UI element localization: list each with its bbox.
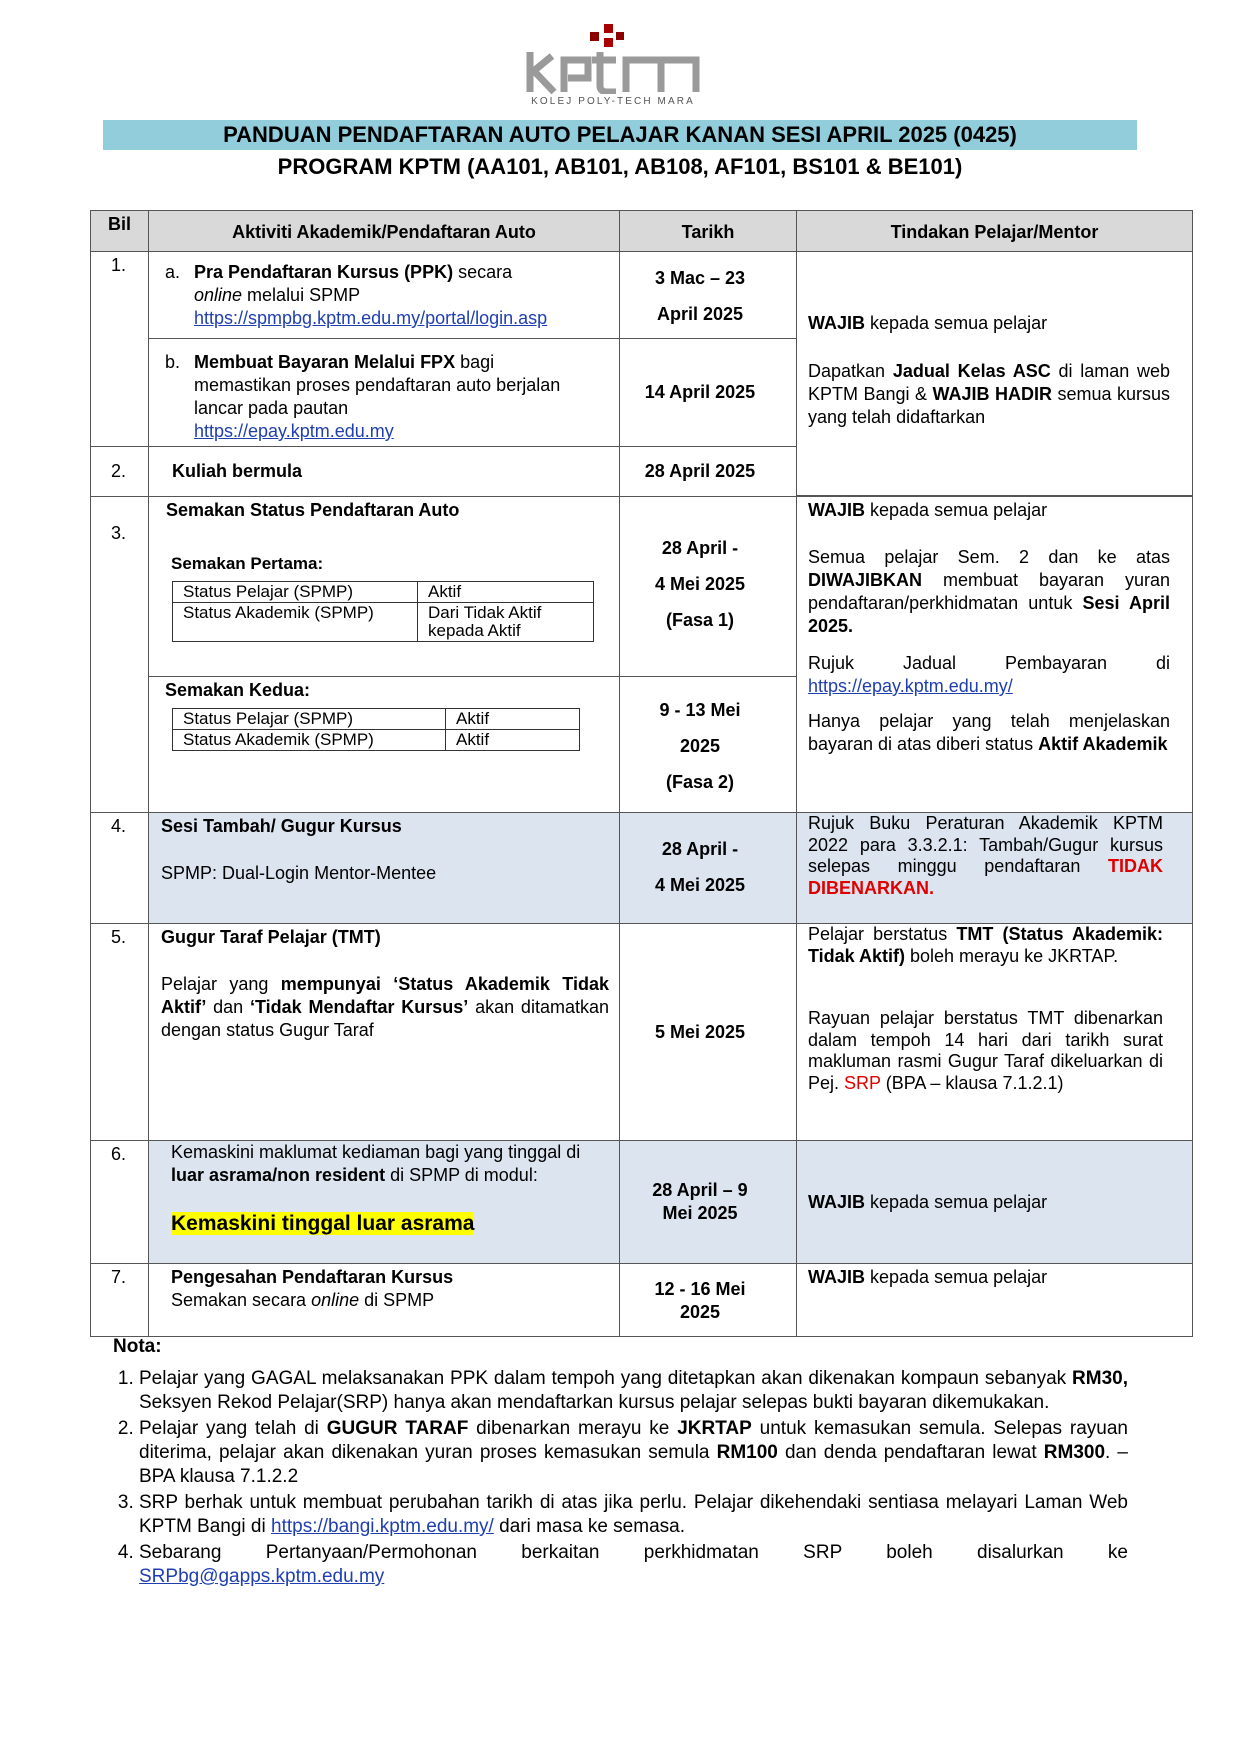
note2-b3: RM100 — [716, 1442, 778, 1463]
row4-activity-cell — [148, 812, 620, 924]
row2-activity-cell — [148, 446, 620, 497]
row4-date-l1: 28 April - — [661, 839, 739, 859]
row3-bil: 3. — [111, 523, 127, 543]
row3-bil-cell — [90, 496, 149, 813]
row1-action-cell — [796, 251, 1193, 496]
first-check-value: Aktif — [418, 582, 594, 603]
row5-action-b1: TMT (Status Akademik: Tidak Aktif) — [808, 924, 1163, 966]
note-item — [139, 1541, 1128, 1589]
header-date: Tarikh — [681, 222, 735, 242]
kptm-logo-mark — [520, 24, 706, 94]
row2-date-cell — [619, 446, 797, 497]
row2-date: 28 April 2025 — [644, 461, 756, 481]
row4-bil: 4. — [111, 816, 127, 836]
row4-action-cell — [796, 812, 1193, 924]
row4-date-cell — [619, 812, 797, 924]
row1-action2 — [808, 360, 1170, 429]
row1a-activity-cell — [148, 251, 620, 339]
row4-date-l2: 4 Mei 2025 — [654, 875, 746, 895]
row1b-activity-cell — [148, 338, 620, 447]
srp-email-link[interactable]: SRPbg@gapps.kptm.edu.my — [139, 1566, 385, 1587]
row3-action-cell — [796, 496, 1193, 813]
row3-action1 — [808, 499, 1168, 522]
first-check-key: Status Pelajar (SPMP) — [173, 582, 418, 603]
row7-action-bold: WAJIB — [808, 1267, 866, 1287]
row3-second-label: Semakan Kedua: — [165, 680, 311, 700]
row6-date-cell — [619, 1140, 797, 1264]
row7-activity-bold: Pengesahan Pendaftaran Kursus — [171, 1267, 454, 1287]
epay-link[interactable]: https://epay.kptm.edu.my — [194, 421, 394, 441]
row7-date-l2: 2025 — [679, 1302, 721, 1322]
row1b-marker: b. — [165, 352, 181, 372]
row2-bil: 2. — [111, 461, 127, 481]
row5-activity-text — [161, 973, 609, 1042]
row3-date2 — [620, 692, 780, 800]
row5-activity-t1: Pelajar yang — [161, 974, 281, 994]
row4-activity-text: SPMP: Dual-Login Mentor-Mentee — [161, 863, 437, 883]
row7-activity-cell — [148, 1263, 620, 1337]
row3-action2 — [808, 546, 1170, 638]
row6-activity-cell — [148, 1140, 620, 1264]
row7-activity-italic: online — [311, 1290, 360, 1310]
row5-action2-red: SRP — [844, 1072, 881, 1093]
note2-t2: dibenarkan merayu ke — [468, 1418, 678, 1439]
row4-action-red: TIDAK DIBENARKAN. — [808, 856, 1163, 898]
second-check-value: Aktif — [446, 709, 580, 730]
row3-date1-l2: 4 Mei 2025 — [654, 574, 746, 594]
row1-action2-t2: di laman web KPTM Bangi & — [808, 361, 1170, 404]
row5-action2 — [808, 1008, 1163, 1094]
note-item — [139, 1491, 1128, 1539]
row1a-date-l2: April 2025 — [656, 304, 744, 324]
row4-date — [620, 831, 780, 903]
row7-date-l1: 12 - 16 Mei — [654, 1279, 746, 1299]
row3-activity-cell-2 — [148, 676, 620, 813]
kptm-bangi-link[interactable]: https://bangi.kptm.edu.my/ — [271, 1516, 494, 1537]
row5-action-t2: boleh merayu ke JKRTAP. — [905, 945, 1119, 966]
row7-action — [808, 1266, 1168, 1289]
note2-t5: . – BPA klausa 7.1.2.2 — [139, 1442, 1128, 1487]
row5-activity-cell — [148, 923, 620, 1141]
row2-bil-cell — [90, 446, 149, 497]
row4-activity-bold: Sesi Tambah/ Gugur Kursus — [161, 816, 402, 836]
row2-activity: Kuliah bermula — [172, 461, 303, 481]
row1a-date — [620, 260, 780, 332]
row6-date-l2: Mei 2025 — [662, 1203, 738, 1223]
row7-activity-t2: di SPMP — [359, 1290, 435, 1310]
note1-t2: Seksyen Rekod Pelajar(SRP) hanya akan mendaftarkan kursus pelajar selepas bukti bayaran dikemukakan. — [139, 1392, 1050, 1413]
row5-action2-t2: (BPA – klausa 7.1.2.1) — [880, 1072, 1064, 1093]
header-action: Tindakan Pelajar/Mentor — [890, 222, 1099, 242]
row6-date — [620, 1179, 780, 1225]
row5-activity-b2: ‘Tidak Mendaftar Kursus’ — [249, 997, 469, 1017]
header-cell-action — [796, 210, 1193, 252]
row3-date1-l1: 28 April - — [661, 538, 739, 558]
note4-t1: 4. Sebarang Pertanyaan/Permohonan berkaitan perkhidmatan SRP boleh disalurkan ke — [139, 1542, 1128, 1563]
row6-activity-text — [171, 1141, 601, 1187]
row1-bil: 1. — [111, 255, 127, 275]
row6-date-l1: 28 April – 9 — [652, 1180, 748, 1200]
row1-action-text: kepada semua pelajar — [865, 313, 1048, 333]
row5-action-cell — [796, 923, 1193, 1141]
row3-date1 — [620, 530, 780, 638]
row1-action2-t1: Dapatkan — [808, 361, 893, 381]
header-bil: Bil — [107, 214, 131, 234]
row3-action3: Rujuk Jadual Pembayaran di — [808, 653, 1170, 673]
row3-first-label: Semakan Pertama: — [171, 554, 324, 573]
note2-t4: dan denda pendaftaran lewat — [777, 1442, 1044, 1463]
notes-list — [113, 1367, 1128, 1589]
row5-date: 5 Mei 2025 — [654, 1022, 746, 1042]
row3-action4-t1: Hanya pelajar yang telah menjelaskan bayaran di atas diberi status — [808, 711, 1170, 754]
note-item — [139, 1417, 1128, 1489]
row6-activity-t1: Kemaskini maklumat kediaman bagi yang tinggal di — [171, 1142, 581, 1162]
first-check-row — [173, 582, 594, 603]
row1-action2-t3: semua kursus yang telah didaftarkan — [808, 384, 1171, 427]
row3-action-bold: WAJIB — [808, 500, 866, 520]
row4-bil-cell — [90, 812, 149, 924]
header-cell-date — [619, 210, 797, 252]
document-subtitle: PROGRAM KPTM (AA101, AB101, AB108, AF101, BS101 & BE101) — [277, 154, 963, 179]
row6-bil: 6. — [111, 1144, 127, 1164]
header-activity: Aktiviti Akademik/Pendaftaran Auto — [232, 222, 536, 242]
row3-action-text: kepada semua pelajar — [865, 500, 1048, 520]
row1b-date-cell — [619, 338, 797, 447]
note2-b1: GUGUR TARAF — [326, 1418, 469, 1439]
second-check-key: Status Pelajar (SPMP) — [173, 709, 446, 730]
row1a-activity-text — [194, 261, 614, 330]
row6-action-text: kepada semua pelajar — [865, 1192, 1048, 1212]
row1-action2-b2: WAJIB HADIR — [932, 384, 1052, 404]
row7-bil: 7. — [111, 1267, 127, 1287]
note2-t3: untuk kemasukan semula. Selepas rayuan diterima, pelajar akan dikenakan yuran proses kemasukan semula — [139, 1418, 1129, 1463]
note-item — [139, 1367, 1128, 1415]
row7-activity-t1: Semakan secara — [171, 1290, 312, 1310]
row3-action2-b2: Sesi April 2025. — [808, 593, 1170, 636]
note1-t1: Pelajar yang GAGAL melaksanakan PPK dalam tempoh yang ditetapkan akan dikenakan kompaun sebanyak — [139, 1368, 1073, 1389]
row4-action-text: Rujuk Buku Peraturan Akademik KPTM 2022 para 3.3.2.1: Tambah/Gugur kursus selepas minggu pendaftaran — [808, 813, 1163, 876]
row1-action2-b1: Jadual Kelas ASC — [892, 361, 1051, 381]
row6-highlight-wrap — [171, 1212, 474, 1236]
second-check-row — [173, 709, 580, 730]
second-check-table — [172, 708, 580, 751]
row5-activity-b1: mempunyai ‘Status Akademik Tidak Aktif’ — [161, 974, 609, 1017]
row6-highlight: Kemaskini tinggal luar asrama — [171, 1212, 475, 1235]
row3-action2-t1: Semua pelajar Sem. 2 dan ke atas — [808, 547, 1170, 567]
row6-action-cell — [796, 1140, 1193, 1264]
row1-bil-cell — [90, 251, 149, 447]
logo-subtitle: KOLEJ POLY-TECH MARA — [531, 96, 695, 107]
row7-activity — [171, 1266, 601, 1312]
second-check-value: Aktif — [446, 730, 580, 751]
row3-date-cell-1 — [619, 496, 797, 677]
row5-activity-bold: Gugur Taraf Pelajar (TMT) — [161, 927, 381, 947]
row3-action4-b1: Aktif Akademik — [1038, 734, 1168, 754]
note3-t1: SRP berhak untuk membuat perubahan tarikh di atas jika perlu. Pelajar dikehendaki sentiasa melayari Laman Web KPTM Bangi di — [139, 1492, 1128, 1537]
first-check-value: Dari Tidak Aktif kepada Aktif — [418, 603, 594, 642]
row3-date1-l3: (Fasa 1) — [665, 610, 735, 630]
row1-action-bold: WAJIB — [808, 313, 866, 333]
row5-action-t1: Pelajar berstatus — [808, 924, 957, 944]
row1a-date-cell — [619, 251, 797, 339]
row1-action1 — [808, 312, 1168, 335]
row7-action-cell — [796, 1263, 1193, 1337]
row6-action-bold: WAJIB — [808, 1192, 866, 1212]
row3-date2-l3: (Fasa 2) — [665, 772, 735, 792]
row3-activity-cell-1 — [148, 496, 620, 677]
notes-title: Nota: — [113, 1336, 162, 1357]
epay-schedule-link[interactable]: https://epay.kptm.edu.my/ — [808, 676, 1013, 696]
row1a-marker: a. — [165, 262, 181, 282]
row1a-italic: online — [194, 285, 243, 305]
row6-bil-cell — [90, 1140, 149, 1264]
note1-b1: RM30, — [1072, 1368, 1128, 1389]
row3-date-cell-2 — [619, 676, 797, 813]
row5-date-cell — [619, 923, 797, 1141]
row3-date2-l1: 9 - 13 Mei — [659, 700, 741, 720]
notes-section — [113, 1335, 1128, 1591]
kptm-logo — [520, 24, 706, 110]
row7-bil-cell — [90, 1263, 149, 1337]
row7-date — [620, 1278, 780, 1324]
second-check-row — [173, 730, 580, 751]
row1b-text1: bagi memastikan proses pendaftaran auto berjalan lancar pada pautan — [194, 352, 561, 418]
row3-action2-b1: DIWAJIBKAN — [808, 570, 923, 590]
row3-date2-l2: 2025 — [679, 736, 721, 756]
row6-activity-t2: di SPMP di modul: — [385, 1165, 538, 1185]
row5-bil-cell — [90, 923, 149, 1141]
row3-title: Semakan Status Pendaftaran Auto — [166, 500, 460, 520]
header-cell-activity — [148, 210, 620, 252]
row6-activity-b1: luar asrama/non resident — [171, 1165, 386, 1185]
row1b-bold: Membuat Bayaran Melalui FPX — [194, 352, 456, 372]
row5-bil: 5. — [111, 927, 127, 947]
row5-action1 — [808, 924, 1163, 967]
first-check-row — [173, 603, 594, 642]
row1b-activity-text — [194, 351, 574, 443]
spmp-login-link[interactable]: https://spmpbg.kptm.edu.my/portal/login.asp — [194, 308, 548, 328]
header-cell-bil — [90, 210, 149, 252]
row5-activity-t2: dan — [206, 997, 250, 1017]
row1a-date-l1: 3 Mac – 23 — [654, 268, 746, 288]
row7-date-cell — [619, 1263, 797, 1337]
note2-b4: RM300 — [1043, 1442, 1106, 1463]
row1b-date: 14 April 2025 — [644, 382, 756, 402]
row1a-text2: melalui SPMP — [242, 285, 361, 305]
row7-action-text: kepada semua pelajar — [865, 1267, 1048, 1287]
second-check-key: Status Akademik (SPMP) — [173, 730, 446, 751]
row3-action4 — [808, 710, 1170, 756]
note2-t1: Pelajar yang telah di — [139, 1418, 327, 1439]
first-check-key: Status Akademik (SPMP) — [173, 603, 418, 642]
note2-b2: JKRTAP — [677, 1418, 752, 1439]
row3-action2-t2: membuat bayaran yuran pendaftaran/perkhidmatan untuk — [808, 570, 1170, 613]
row5-action2-t1: Rayuan pelajar berstatus TMT dibenarkan dalam tempoh 14 hari dari tarikh surat makluman rasmi Gugur Taraf dikeluarkan di Pej. — [808, 1008, 1163, 1093]
first-check-table — [172, 581, 594, 642]
row1a-text1: secara — [453, 262, 513, 282]
note3-t2: dari masa ke semasa. — [493, 1516, 685, 1537]
row4-action — [808, 813, 1163, 899]
row6-action — [808, 1191, 1168, 1214]
row5-activity-t3: akan ditamatkan dengan status Gugur Taraf — [161, 997, 609, 1040]
row1a-bold: Pra Pendaftaran Kursus (PPK) — [194, 262, 454, 282]
document-title: PANDUAN PENDAFTARAN AUTO PELAJAR KANAN SESI APRIL 2025 (0425) — [103, 120, 1137, 150]
